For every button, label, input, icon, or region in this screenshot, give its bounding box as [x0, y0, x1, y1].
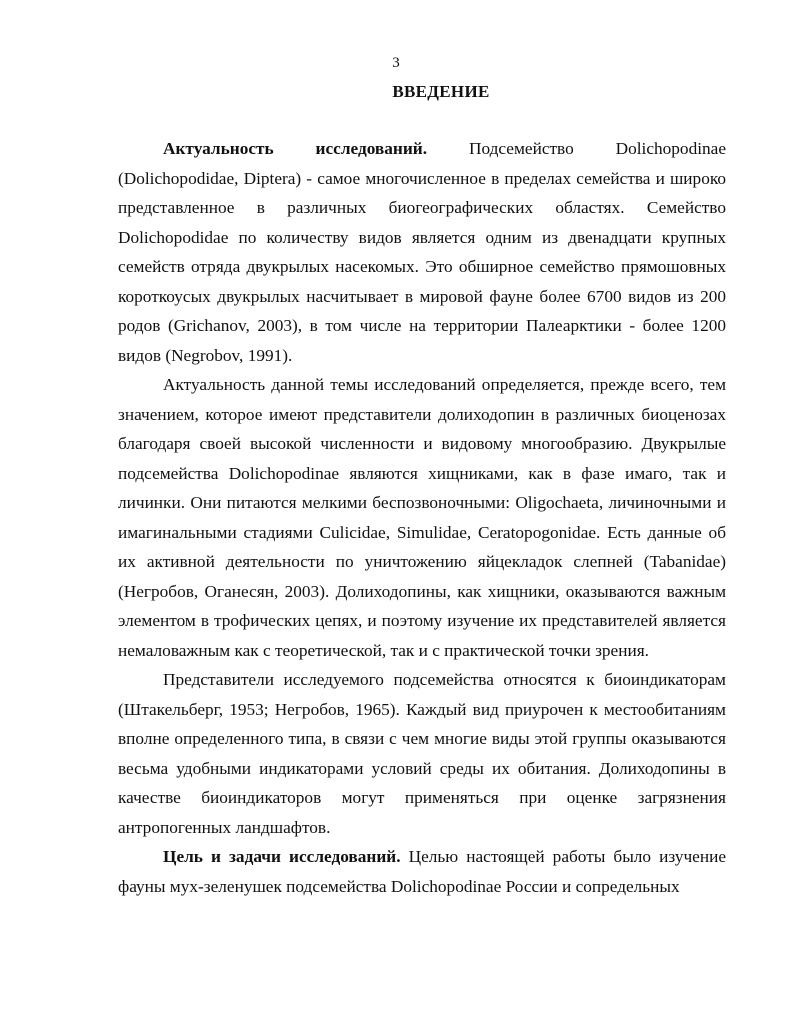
page-title: ВВЕДЕНИЕ [392, 82, 490, 101]
paragraph-lead: Актуальность исследований. [163, 139, 428, 158]
paragraph-bioindicators [118, 665, 726, 842]
paragraph-goals [118, 842, 726, 901]
paragraph-text: Актуальность данной темы исследований определяется, прежде всего, тем значением, которое имеют представители долиходопин в различных биоценозах благодаря своей высокой численности и видовому многообразию. Двукрылые подсемейства Dolichopodinae являются хищниками, как в фазе имаго, так и личинки. Они питаются мелкими беспозвоночными: Oligochaeta, личиночными и имагинальными стадиями Culicidae, Simulidae, Ceratopogonidae. Есть данные об их активной деятельности по уничтожению яйцекладок слепней (Tabanidae) (Негробов, Оганесян, 2003). Долиходопины, как хищники, оказываются важным элементом в трофических цепях, и поэтому изучение их представителей является немаловажным как с теоретической, так и с практической точки зрения. [118, 375, 726, 660]
paragraph-lead: Цель и задачи исследований. [163, 847, 401, 866]
paragraph-relevance [118, 134, 726, 370]
paragraph-text: Представители исследуемого подсемейства относятся к биоиндикаторам (Штакельберг, 1953; Негробов, 1965). Каждый вид приурочен к местообитаниям вполне определенного типа, в связи с чем многие виды этой группы оказываются весьма удобными индикаторами условий среды их обитания. Долиходопины в качестве биоиндикаторов могут применяться при оценке загрязнения антропогенных ландшафтов. [118, 670, 726, 837]
paragraph-text: Подсемейство Dolichopodinae (Dolichopodidae, Diptera) - самое многочисленное в пределах семейства и широко представленное в различных биогеографических областях. Семейство Dolichopodidae по количеству видов является одним из двенадцати крупных семейств отряда двукрылых насекомых. Это обширное семейство прямошовных короткоусых двукрылых насчитывает в мировой фауне более 6700 видов из 200 родов (Grichanov, 2003), в том числе на территории Палеарктики - более 1200 видов (Negrobov, 1991). [118, 139, 726, 365]
page-number: 3 [392, 55, 400, 71]
paragraph-topic-relevance [118, 370, 726, 665]
paragraph-text: Целью настоящей работы было изучение фауны мух-зеленушек подсемейства Dolichopodinae России и сопредельных [118, 847, 726, 896]
body-text [118, 134, 726, 901]
